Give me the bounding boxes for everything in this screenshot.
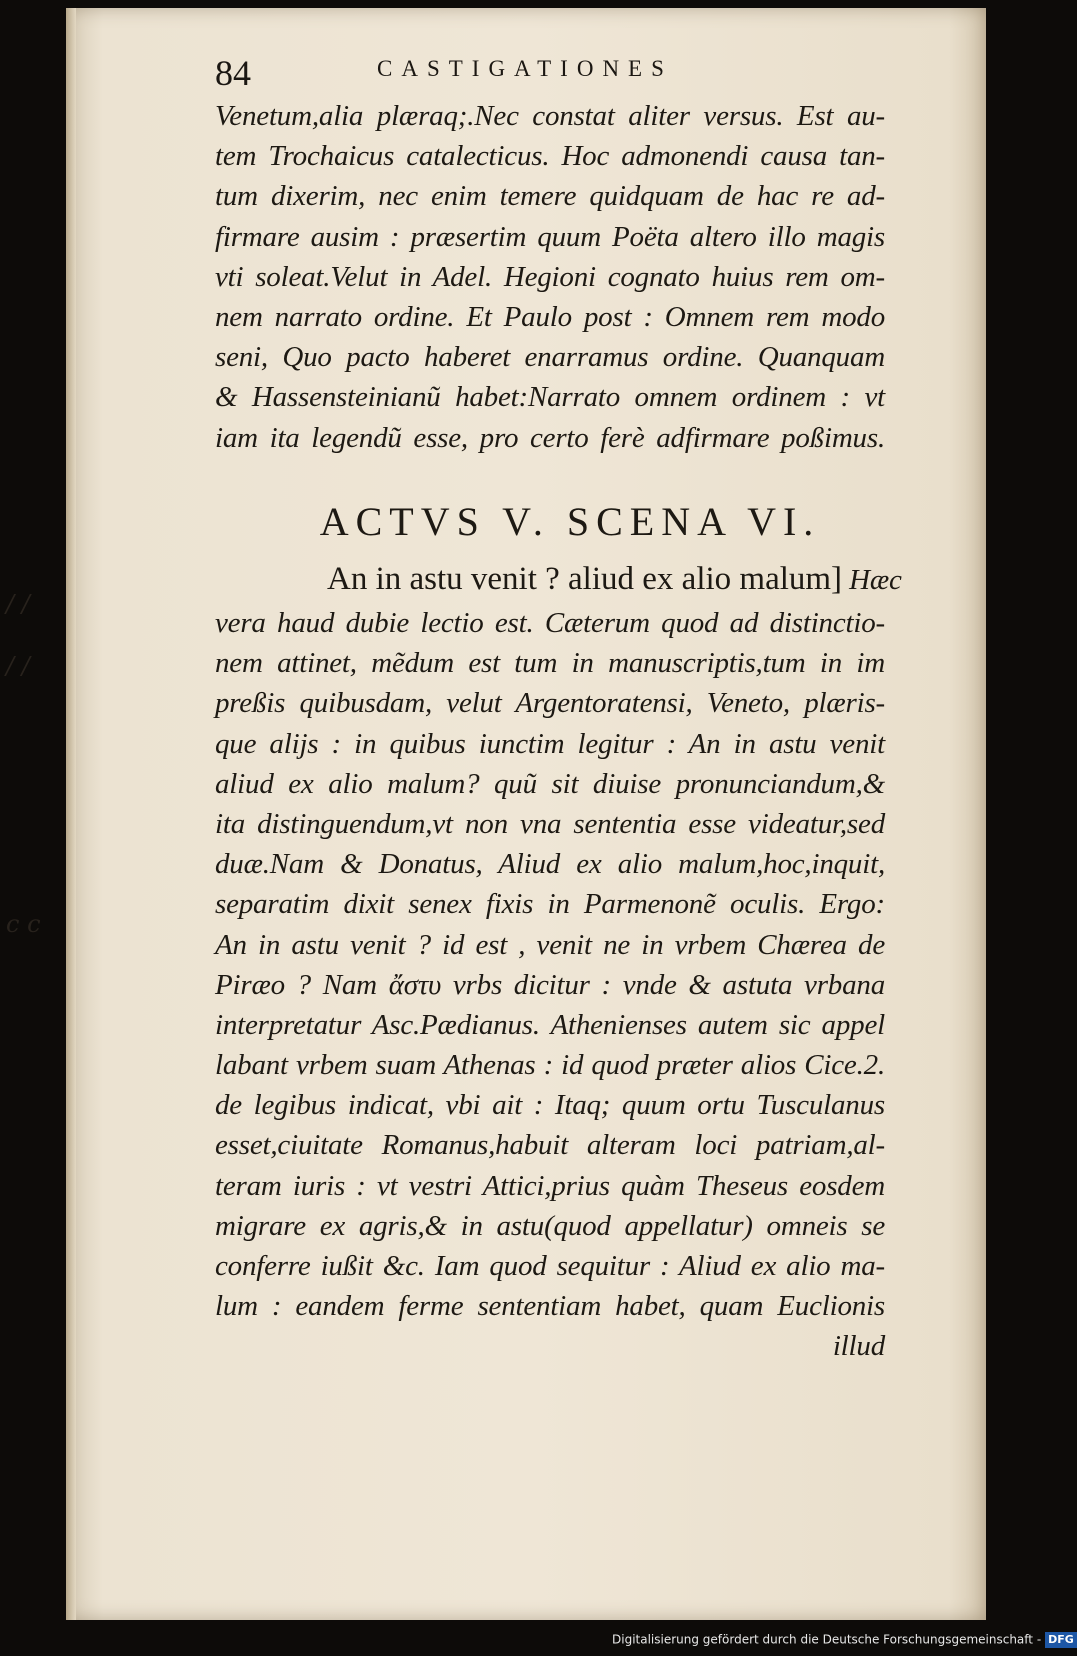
digitization-credit (612, 1632, 1074, 1654)
text-line: aliud ex alio malum? quũ sit diuise pronunciandum,& (215, 767, 885, 800)
text-line: vti soleat.Velut in Adel. Hegioni cognato huius rem om- (215, 260, 885, 293)
text-line: Venetum,alia plæraq;.Nec constat aliter versus. Est au- (215, 100, 885, 132)
bleed-through-mark: c c (6, 910, 41, 938)
section-heading: ACTVS V. SCENA VI. (319, 499, 821, 544)
text-line: nem narrato ordine. Et Paulo post : Omnem rem modo (215, 300, 885, 333)
text-line: teram iuris : vt vestri Attici,prius quàm Theseus eosdem (215, 1169, 885, 1202)
page-header (215, 52, 870, 92)
text-line: seni, Quo pacto haberet enarramus ordine. Quanquam (215, 341, 885, 374)
running-head: CASTIGATIONES (377, 56, 673, 81)
dfg-logo: DFG (1045, 1632, 1077, 1648)
text-line: & Hassensteinianũ habet:Narrato omnem ordinem : vt (215, 381, 885, 414)
text-line: An in astu venit ? id est , venit ne in vrbem Chærea de (215, 928, 885, 961)
text-line: migrare ex agris,& in astu(quod appellatur) omneis se (215, 1209, 885, 1242)
text-line: preßis quibusdam, velut Argentoratensi, Veneto, plæris- (215, 687, 885, 720)
text-line: tem Trochaicus catalecticus. Hoc admonendi causa tan- (215, 140, 885, 173)
text-line: duæ.Nam & Donatus, Aliud ex alio malum,hoc,inquit, (215, 848, 885, 881)
text-line: vera haud dubie lectio est. Cæterum quod ad distinctio- (215, 607, 885, 639)
text-line-tail: Hæc (849, 564, 902, 596)
text-line: tum dixerim, nec enim temere quidquam de hac re ad- (215, 180, 885, 213)
page-number: 84 (215, 53, 251, 93)
text-line: interpretatur Asc.Pædianus. Athenienses autem sic appel (215, 1008, 885, 1041)
credit-text: Digitalisierung gefördert durch die Deutsche Forschungsgemeinschaft - (612, 1632, 1042, 1647)
text-line: Piræo ? Nam ἄστυ vrbs dicitur : vnde & astuta vrbana (215, 968, 885, 1001)
page-edge (66, 8, 76, 1620)
bleed-through-mark: / / (6, 652, 30, 680)
text-line: separatim dixit senex fixis in Parmenonẽ oculis. Ergo: (215, 888, 885, 921)
text-line: firmare ausim : præsertim quum Poëta altero illo magis (215, 220, 885, 253)
bleed-through-mark: / / (6, 590, 30, 618)
text-line: ita distinguendum,vt non vna sententia esse videatur,sed (215, 807, 885, 840)
text-line: lum : eandem ferme sententiam habet, quam Euclionis (215, 1290, 885, 1323)
text-line: labant vrbem suam Athenas : id quod præter alios Cice.2. (215, 1049, 885, 1082)
lemma-line (215, 555, 902, 603)
catchword: illud (832, 1330, 885, 1363)
text-line: que alijs : in quibus iunctim legitur : An in astu venit (215, 727, 885, 760)
text-line: conferre iußit &c. Iam quod sequitur : Aliud ex alio ma- (215, 1250, 885, 1282)
text-line: iam ita legendũ esse, pro certo ferè adfirmare poßimus. (215, 421, 885, 454)
text-line: esset,ciuitate Romanus,habuit alteram loci patriam,al- (215, 1129, 885, 1162)
text-block-2 (215, 555, 902, 1367)
text-line: nem attinet, mẽdum est tum in manuscriptis,tum in im (215, 647, 885, 680)
text-block-1 (215, 96, 885, 458)
lemma: An in astu venit ? aliud ex alio malum] (327, 561, 843, 597)
text-line: de legibus indicat, vbi ait : Itaq; quum ortu Tusculanus (215, 1089, 885, 1122)
